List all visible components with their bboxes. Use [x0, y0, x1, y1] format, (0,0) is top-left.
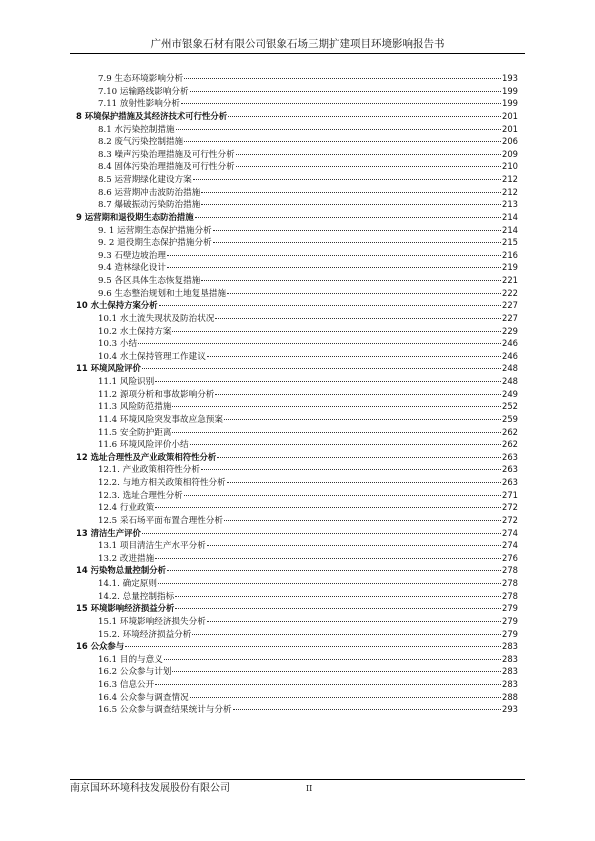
toc-dot-leader: [190, 444, 501, 445]
toc-dot-leader: [213, 230, 501, 231]
toc-entry-title: 7.11 放射性影响分析: [98, 99, 181, 110]
toc-chapter-entry[interactable]: [76, 299, 518, 312]
toc-dot-leader: [227, 293, 501, 294]
toc-entry-page: 214: [502, 224, 518, 235]
toc-entry-page: 193: [502, 73, 518, 83]
toc-entry-page: 279: [502, 603, 518, 614]
toc-dot-leader: [215, 394, 501, 395]
toc-dot-leader: [155, 558, 501, 559]
toc-section-entry[interactable]: [76, 653, 518, 666]
toc-entry-page: 272: [502, 502, 518, 513]
toc-section-entry[interactable]: [76, 312, 518, 325]
toc-entry-title: 10.3 小结: [98, 339, 138, 350]
toc-section-entry[interactable]: [76, 135, 518, 148]
toc-entry-title: 16.2 公众参与计划: [98, 667, 172, 678]
toc-entry-page: 222: [502, 287, 518, 298]
toc-entry-page: 213: [502, 199, 518, 210]
toc-entry-page: 201: [502, 110, 518, 121]
toc-dot-leader: [158, 583, 501, 584]
toc-section-entry[interactable]: [76, 514, 518, 527]
toc-dot-leader: [138, 343, 501, 344]
page-header: [70, 38, 525, 54]
toc-entry-page: 210: [502, 161, 518, 172]
toc-dot-leader: [224, 520, 501, 521]
toc-entry-page: 201: [502, 123, 518, 134]
toc-section-entry[interactable]: [76, 274, 518, 287]
toc-section-entry[interactable]: [76, 678, 518, 691]
toc-entry-page: 214: [502, 211, 518, 222]
toc-dot-leader: [142, 368, 501, 369]
toc-dot-leader: [233, 709, 501, 710]
toc-entry-page: 252: [502, 401, 518, 412]
toc-entry-title: 15.1 环境影响经济损失分析: [98, 616, 206, 627]
toc-entry-page: 246: [502, 338, 518, 349]
toc-section-entry[interactable]: [76, 236, 518, 249]
toc-dot-leader: [213, 242, 501, 243]
toc-entry-title: 11.4 环境风险突发事故应急预案: [98, 414, 223, 425]
toc-section-entry[interactable]: [76, 577, 518, 590]
toc-dot-leader: [125, 646, 501, 647]
toc-entry-title: 11 环境风险评价: [76, 363, 141, 374]
toc-entry-page: 276: [502, 552, 518, 563]
toc-section-entry[interactable]: [76, 703, 518, 716]
toc-entry-title: 15 环境影响经济损益分析: [76, 603, 175, 614]
toc-dot-leader: [201, 280, 501, 281]
toc-dot-leader: [167, 267, 501, 268]
toc-entry-page: 293: [502, 704, 518, 715]
page-footer: [70, 779, 525, 796]
toc-entry-title: 12.3. 选址合理性分析: [98, 490, 183, 501]
toc-entry-title: 16.1 目的与意义: [98, 654, 163, 665]
toc-section-entry[interactable]: [76, 148, 518, 161]
toc-entry-title: 10.1 水土流失现状及防治状况: [98, 313, 215, 324]
toc-entry-page: 283: [502, 653, 518, 664]
toc-entry-title: 13 清洁生产评价: [76, 527, 141, 538]
toc-entry-title: 12 选址合理性及产业政策相符性分析: [76, 451, 217, 462]
toc-entry-title: 16.5 公众参与调查结果统计与分析: [98, 705, 232, 716]
toc-dot-leader: [190, 91, 501, 92]
toc-entry-title: 16 公众参与: [76, 641, 125, 652]
toc-dot-leader: [155, 381, 501, 382]
toc-entry-title: 11.2 源项分析和事故影响分析: [98, 389, 215, 400]
toc-entry-page: 229: [502, 325, 518, 336]
toc-entry-page: 274: [502, 527, 518, 538]
toc-entry-page: 288: [502, 691, 518, 702]
toc-entry-page: 209: [502, 148, 518, 159]
toc-entry-page: 219: [502, 262, 518, 273]
toc-entry-title: 16.4 公众参与调查情况: [98, 692, 189, 703]
toc-section-entry[interactable]: [76, 615, 518, 628]
toc-chapter-entry[interactable]: [76, 602, 518, 615]
toc-chapter-entry[interactable]: [76, 527, 518, 540]
toc-dot-leader: [181, 103, 501, 104]
toc-entry-title: 8.2 废气污染控制措施: [98, 137, 184, 148]
toc-dot-leader: [236, 154, 501, 155]
toc-entry-page: 212: [502, 186, 518, 197]
toc-entry-page: 279: [502, 628, 518, 639]
toc-entry-page: 248: [502, 363, 518, 374]
toc-section-entry[interactable]: [76, 85, 518, 98]
toc-dot-leader: [142, 533, 501, 534]
toc-entry-title: 14.2. 总量控制指标: [98, 591, 175, 602]
toc-dot-leader: [215, 318, 501, 319]
toc-entry-page: 227: [502, 312, 518, 323]
toc-section-entry[interactable]: [76, 489, 518, 502]
toc-entry-title: 8.3 噪声污染治理措施及可行性分析: [98, 149, 235, 160]
toc-dot-leader: [201, 469, 501, 470]
toc-entry-title: 9.3 石壁边坡治理: [98, 250, 166, 261]
toc-entry-page: 278: [502, 578, 518, 588]
toc-dot-leader: [190, 697, 501, 698]
footer-page-number: II: [306, 784, 313, 793]
toc-entry-page: 271: [502, 489, 518, 500]
toc-entry-page: 262: [502, 426, 518, 437]
toc-dot-leader: [207, 356, 501, 357]
toc-entry-title: 14 污染物总量控制分析: [76, 565, 166, 576]
toc-section-entry[interactable]: [76, 426, 518, 439]
toc-section-entry[interactable]: [76, 476, 518, 489]
table-of-contents: [76, 72, 518, 716]
toc-entry-page: 279: [502, 615, 518, 626]
toc-section-entry[interactable]: [76, 72, 518, 85]
toc-entry-page: 263: [502, 451, 518, 462]
toc-entry-title: 10 水土保持方案分析: [76, 300, 158, 311]
toc-section-entry[interactable]: [76, 691, 518, 704]
toc-entry-page: 199: [502, 85, 518, 96]
toc-entry-title: 12.5 采石场平面布置合理性分析: [98, 515, 223, 526]
toc-section-entry[interactable]: [76, 173, 518, 186]
toc-section-entry[interactable]: [76, 224, 518, 237]
toc-entry-page: 199: [502, 98, 518, 109]
toc-entry-page: 283: [502, 641, 518, 652]
toc-entry-title: 8 环境保护措施及其经济技术可行性分析: [76, 110, 228, 121]
toc-dot-leader: [172, 671, 501, 672]
toc-entry-title: 9.6 生态整治规划和土地复垦措施: [98, 288, 227, 299]
toc-entry-title: 10.4 水土保持管理工作建议: [98, 351, 206, 362]
toc-entry-page: 278: [502, 590, 518, 601]
toc-entry-title: 13.1 项目清洁生产水平分析: [98, 541, 206, 552]
toc-section-entry[interactable]: [76, 97, 518, 110]
toc-entry-title: 7.9 生态环境影响分析: [98, 74, 184, 84]
toc-chapter-entry[interactable]: [76, 362, 518, 375]
toc-dot-leader: [184, 141, 501, 142]
toc-entry-page: 259: [502, 413, 518, 424]
toc-dot-leader: [195, 217, 501, 218]
toc-entry-title: 11.6 环境风险评价小结: [98, 440, 189, 451]
toc-entry-page: 272: [502, 514, 518, 525]
toc-section-entry[interactable]: [76, 325, 518, 338]
toc-entry-page: 216: [502, 249, 518, 260]
toc-dot-leader: [184, 78, 501, 79]
toc-entry-title: 16.3 信息公开: [98, 680, 155, 690]
toc-entry-title: 8.1 水污染控制措施: [98, 124, 175, 135]
toc-section-entry[interactable]: [76, 337, 518, 350]
toc-dot-leader: [201, 192, 501, 193]
toc-entry-page: 263: [502, 464, 518, 475]
toc-dot-leader: [167, 255, 501, 256]
toc-chapter-entry[interactable]: [76, 110, 518, 123]
toc-section-entry[interactable]: [76, 160, 518, 173]
toc-entry-page: 248: [502, 376, 518, 386]
toc-section-entry[interactable]: [76, 186, 518, 199]
footer-company: 南京国环环境科技发展股份有限公司: [70, 783, 230, 794]
toc-dot-leader: [175, 608, 501, 609]
toc-entry-page: 215: [502, 237, 518, 248]
toc-entry-title: 11.5 安全防护距离: [98, 427, 172, 438]
toc-section-entry[interactable]: [76, 413, 518, 426]
toc-dot-leader: [201, 204, 501, 205]
toc-section-entry[interactable]: [76, 249, 518, 262]
toc-entry-page: 283: [502, 679, 518, 689]
toc-section-entry[interactable]: [76, 198, 518, 211]
toc-dot-leader: [227, 482, 501, 483]
toc-section-entry[interactable]: [76, 388, 518, 401]
toc-dot-leader: [164, 659, 501, 660]
toc-section-entry[interactable]: [76, 628, 518, 641]
toc-entry-title: 15.2. 环境经济损益分析: [98, 629, 192, 640]
toc-dot-leader: [193, 179, 501, 180]
toc-dot-leader: [176, 129, 501, 130]
toc-section-entry[interactable]: [76, 375, 518, 388]
toc-entry-title: 8.6 运营期冲击波防治措施: [98, 187, 201, 198]
toc-entry-title: 8.4 固体污染治理措施及可行性分析: [98, 162, 235, 173]
toc-entry-title: 9. 2 退役期生态保护措施分析: [98, 238, 212, 249]
toc-section-entry[interactable]: [76, 287, 518, 300]
toc-chapter-entry[interactable]: [76, 640, 518, 653]
toc-entry-page: 206: [502, 136, 518, 147]
toc-dot-leader: [228, 116, 501, 117]
toc-entry-page: 227: [502, 300, 518, 311]
toc-entry-title: 9.5 各区具体生态恢复措施: [98, 276, 201, 286]
toc-entry-title: 9.4 造林绿化设计: [98, 263, 166, 274]
toc-entry-page: 283: [502, 666, 518, 677]
toc-entry-page: 249: [502, 388, 518, 399]
toc-dot-leader: [217, 457, 501, 458]
toc-section-entry[interactable]: [76, 552, 518, 565]
toc-dot-leader: [184, 495, 501, 496]
toc-entry-title: 12.2. 与地方相关政策相符性分析: [98, 478, 226, 488]
toc-entry-title: 10.2 水土保持方案: [98, 326, 172, 337]
toc-chapter-entry[interactable]: [76, 451, 518, 464]
toc-entry-title: 12.4 行业政策: [98, 503, 155, 514]
toc-dot-leader: [159, 305, 501, 306]
toc-dot-leader: [172, 331, 501, 332]
toc-dot-leader: [172, 406, 501, 407]
toc-entry-title: 9. 1 运营期生态保护措施分析: [98, 225, 212, 236]
toc-chapter-entry[interactable]: [76, 211, 518, 224]
toc-chapter-entry[interactable]: [76, 564, 518, 577]
toc-entry-title: 8.7 爆破振动污染防治措施: [98, 200, 201, 211]
toc-entry-page: 246: [502, 350, 518, 361]
toc-entry-title: 8.5 运营期绿化建设方案: [98, 175, 192, 185]
report-title: 广州市银象石材有限公司银象石场三期扩建项目环境影响报告书: [150, 38, 445, 50]
toc-dot-leader: [155, 507, 501, 508]
toc-dot-leader: [207, 621, 501, 622]
toc-entry-title: 7.10 运输路线影响分析: [98, 86, 189, 97]
toc-entry-page: 263: [502, 477, 518, 487]
toc-section-entry[interactable]: [76, 665, 518, 678]
toc-dot-leader: [192, 634, 501, 635]
toc-section-entry[interactable]: [76, 400, 518, 413]
toc-dot-leader: [167, 570, 501, 571]
toc-section-entry[interactable]: [76, 501, 518, 514]
toc-entry-title: 9 运营期和退役期生态防治措施: [76, 211, 194, 222]
toc-entry-title: 12.1. 产业政策相符性分析: [98, 465, 200, 476]
toc-entry-page: 212: [502, 174, 518, 184]
toc-entry-page: 221: [502, 275, 518, 285]
toc-section-entry[interactable]: [76, 438, 518, 451]
toc-entry-title: 11.3 风险防范措施: [98, 402, 172, 413]
toc-entry-title: 13.2 改进措施: [98, 553, 155, 564]
toc-section-entry[interactable]: [76, 590, 518, 603]
toc-section-entry[interactable]: [76, 261, 518, 274]
toc-dot-leader: [172, 432, 501, 433]
toc-dot-leader: [155, 684, 501, 685]
toc-dot-leader: [207, 545, 501, 546]
toc-entry-title: 14.1. 确定原则: [98, 579, 157, 589]
toc-dot-leader: [224, 419, 501, 420]
toc-entry-page: 274: [502, 540, 518, 551]
toc-dot-leader: [236, 166, 501, 167]
toc-entry-page: 262: [502, 439, 518, 450]
toc-entry-page: 278: [502, 565, 518, 576]
toc-section-entry[interactable]: [76, 539, 518, 552]
toc-section-entry[interactable]: [76, 463, 518, 476]
toc-section-entry[interactable]: [76, 123, 518, 136]
toc-entry-title: 11.1 风险识别: [98, 377, 155, 387]
toc-section-entry[interactable]: [76, 350, 518, 363]
toc-dot-leader: [175, 596, 501, 597]
